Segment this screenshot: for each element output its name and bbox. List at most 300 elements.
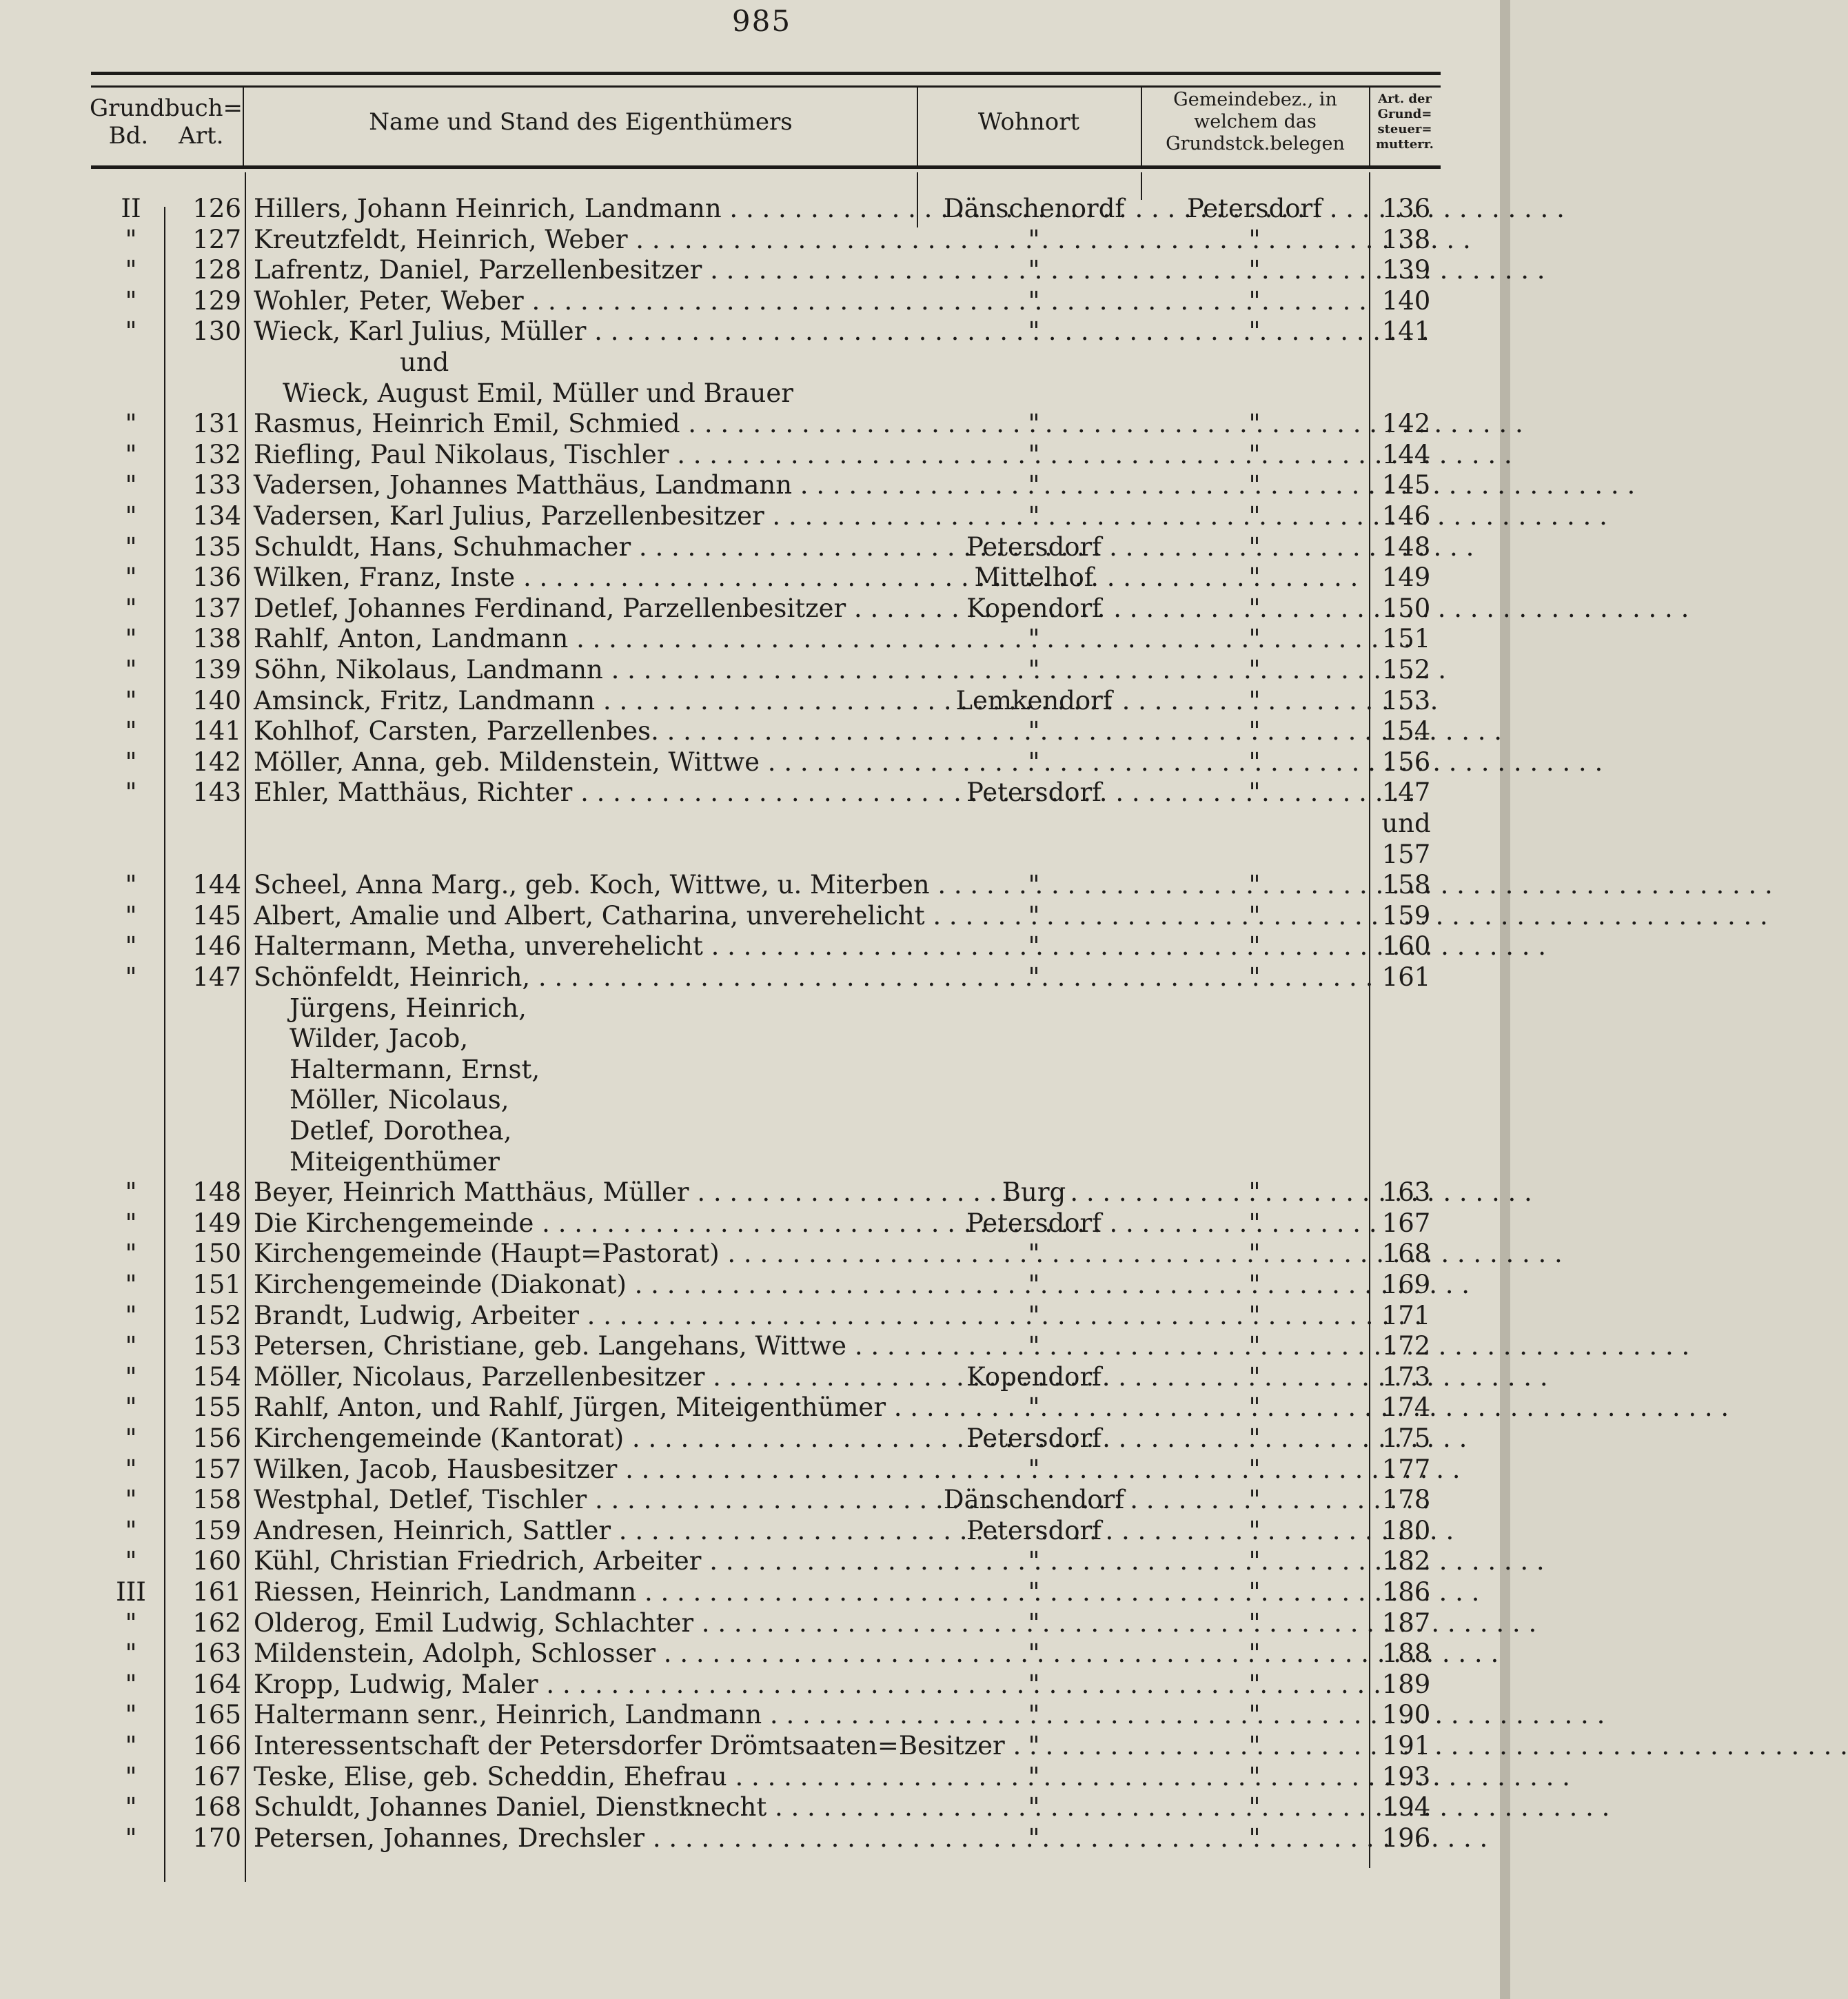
row-wohnort: " — [1028, 1669, 1040, 1699]
row-art: 168 — [192, 1792, 241, 1823]
row-name: Kirchengemeinde (Kantorat) . . . — [254, 1423, 919, 1454]
row-gemeinde: " — [1248, 1331, 1261, 1361]
row-gemeinde: " — [1248, 1423, 1261, 1453]
table-row — [0, 1392, 1510, 1423]
header-steuer-line4: mutterr. — [1376, 137, 1434, 152]
row-name: Möller, Anna, geb. Mildenstein, Wittwe . . . — [254, 747, 919, 778]
table-row — [0, 1545, 1510, 1576]
row-gemeinde: " — [1248, 316, 1261, 347]
row-bd: " — [125, 1638, 137, 1669]
row-name: Miteigenthümer — [290, 1146, 500, 1177]
row-name: Beyer, Heinrich Matthäus, Müller . . . — [254, 1177, 919, 1208]
row-name: Albert, Amalie und Albert, Catharina, unverehelicht . . . — [254, 900, 919, 931]
row-bd: " — [125, 931, 137, 962]
row-gemeinde: " — [1248, 1208, 1261, 1238]
row-art: 136 — [192, 562, 241, 593]
row-name: Haltermann, Ernst, — [290, 1054, 540, 1084]
row-wohnort: Petersdorf — [966, 531, 1101, 562]
row-art: 159 — [192, 1515, 241, 1545]
row-wohnort: Kopendorf — [966, 1361, 1101, 1392]
row-wohnort: " — [1028, 1731, 1040, 1760]
row-steuer: 167 — [1381, 1208, 1431, 1238]
header-gemeinde-line3: Grundstck.belegen — [1166, 133, 1345, 154]
table-row — [0, 716, 1510, 747]
row-name: Petersen, Christiane, geb. Langehans, Wittwe . . . — [254, 1330, 919, 1361]
table-row — [0, 777, 1510, 808]
row-bd: " — [125, 501, 137, 531]
row-name: Kirchengemeinde (Diakonat) . . . — [254, 1269, 919, 1300]
row-bd: " — [125, 470, 137, 500]
row-name: Hillers, Johann Heinrich, Landmann . . . — [254, 193, 919, 224]
row-art: 134 — [192, 501, 241, 531]
row-gemeinde: " — [1248, 409, 1261, 439]
row-art: 157 — [192, 1454, 241, 1484]
table-row — [0, 1023, 1510, 1054]
row-bd: " — [125, 1454, 137, 1484]
table-row — [0, 1454, 1510, 1485]
row-wohnort: " — [1028, 409, 1040, 439]
row-steuer: 147 — [1381, 778, 1431, 808]
row-art: 162 — [192, 1607, 241, 1638]
table-row — [0, 1484, 1510, 1515]
table-row — [0, 747, 1510, 778]
row-art: 163 — [192, 1638, 241, 1669]
row-art: 140 — [192, 685, 241, 716]
row-name: Wilder, Jacob, — [290, 1024, 469, 1054]
row-wohnort: " — [1028, 439, 1040, 469]
table-row — [0, 469, 1510, 500]
table-row — [0, 316, 1510, 347]
header-separator — [917, 88, 918, 165]
table-row — [0, 408, 1510, 439]
header-steuer-line1: Art. der — [1378, 92, 1432, 106]
row-bd: " — [125, 1607, 137, 1638]
row-steuer: 159 — [1381, 900, 1431, 931]
table-row — [0, 1761, 1510, 1792]
table-row — [0, 623, 1510, 654]
row-name: Haltermann, Metha, unverehelicht . . . — [254, 931, 919, 962]
row-steuer: 186 — [1381, 1577, 1431, 1607]
row-gemeinde: " — [1248, 1546, 1261, 1576]
row-steuer: 149 — [1381, 562, 1431, 593]
row-art: 152 — [192, 1300, 241, 1330]
row-gemeinde: " — [1248, 685, 1261, 716]
row-bd: III — [116, 1577, 146, 1607]
row-steuer: 142 — [1381, 409, 1431, 439]
row-steuer: 178 — [1381, 1485, 1431, 1515]
table-row — [0, 1177, 1510, 1208]
row-steuer: 136 — [1381, 194, 1431, 223]
row-gemeinde: " — [1248, 1577, 1261, 1607]
table-row — [0, 869, 1510, 900]
row-name: Vadersen, Johannes Matthäus, Landmann . . . — [254, 469, 919, 500]
table-row — [0, 931, 1510, 962]
row-bd: " — [125, 255, 137, 285]
row-gemeinde: " — [1248, 1669, 1261, 1699]
row-name: Wohler, Peter, Weber . . . — [254, 285, 919, 316]
row-steuer: 172 — [1381, 1331, 1431, 1361]
table-row — [0, 1792, 1510, 1823]
row-bd: " — [125, 1669, 137, 1699]
row-art: 154 — [192, 1361, 241, 1392]
row-art: 153 — [192, 1331, 241, 1361]
row-steuer: 151 — [1381, 624, 1431, 654]
row-name: Schönfeldt, Heinrich, . . . — [254, 962, 919, 993]
row-steuer: 153 — [1381, 685, 1431, 716]
table-row — [0, 1607, 1510, 1638]
row-name: Wilken, Franz, Instе . . . — [254, 562, 919, 593]
table-row — [0, 1115, 1510, 1146]
row-wohnort: " — [1028, 1546, 1040, 1576]
header-gemeinde-line1: Gemeindebez., in — [1173, 89, 1337, 110]
row-steuer: 139 — [1381, 255, 1431, 285]
row-wohnort: " — [1028, 1239, 1040, 1269]
row-bd: " — [125, 1423, 137, 1453]
row-steuer: 152 — [1381, 655, 1431, 684]
row-gemeinde: " — [1248, 224, 1261, 254]
row-wohnort: " — [1028, 285, 1040, 316]
row-bd: " — [125, 1300, 137, 1330]
table-row — [0, 1054, 1510, 1085]
row-bd: " — [125, 1361, 137, 1392]
row-name: Interessentschaft der Petersdorfer Drömtsaaten=Besitzer . . . — [254, 1730, 919, 1761]
table-row — [0, 1730, 1510, 1761]
row-name: Kreutzfeldt, Heinrich, Weber . . . — [254, 224, 919, 255]
row-art: 165 — [192, 1700, 241, 1730]
row-gemeinde: " — [1248, 1392, 1261, 1423]
row-gemeinde: " — [1248, 1792, 1261, 1823]
row-art: 146 — [192, 931, 241, 962]
row-name: Vadersen, Karl Julius, Parzellenbesitzer . . . — [254, 500, 919, 531]
row-name: Rahlf, Anton, und Rahlf, Jürgen, Miteigenthümer . . . — [254, 1392, 919, 1423]
row-steuer: 160 — [1381, 931, 1431, 962]
row-steuer: 189 — [1381, 1669, 1431, 1699]
row-wohnort: Petersdorf — [966, 1208, 1101, 1238]
row-gemeinde: " — [1248, 255, 1261, 285]
row-steuer: 157 — [1381, 839, 1431, 869]
row-wohnort: " — [1028, 255, 1040, 285]
table-row — [0, 654, 1510, 685]
row-steuer: 182 — [1381, 1546, 1431, 1576]
row-gemeinde: " — [1248, 1731, 1261, 1760]
row-name: Rasmus, Heinrich Emil, Schmied . . . — [254, 408, 919, 439]
table-row — [0, 1146, 1510, 1177]
row-name: Möller, Nicolaus, — [290, 1085, 509, 1115]
row-name: Riessen, Heinrich, Landmann . . . — [254, 1576, 919, 1607]
row-wohnort: Dänschendorf — [943, 1485, 1125, 1515]
row-wohnort: " — [1028, 501, 1040, 531]
table-row — [0, 1269, 1510, 1300]
row-name: Schuldt, Hans, Schuhmacher . . . — [254, 531, 919, 562]
header-wohnort: Wohnort — [977, 108, 1080, 136]
row-wohnort: " — [1028, 1454, 1040, 1484]
row-art: 128 — [192, 255, 241, 285]
header-separator — [1369, 88, 1370, 165]
row-bd: " — [125, 409, 137, 439]
row-name: Mildenstein, Adolph, Schlosser . . . — [254, 1638, 919, 1669]
row-art: 131 — [192, 409, 241, 439]
row-wohnort: " — [1028, 224, 1040, 254]
row-name: Wieck, Karl Julius, Müller . . . — [254, 316, 919, 347]
row-gemeinde: " — [1248, 1515, 1261, 1545]
row-gemeinde: " — [1248, 747, 1261, 777]
row-steuer: 190 — [1381, 1700, 1431, 1730]
row-art: 156 — [192, 1423, 241, 1453]
row-gemeinde: " — [1248, 716, 1261, 747]
row-steuer: und — [1381, 809, 1431, 838]
row-gemeinde: " — [1248, 531, 1261, 562]
table-row — [0, 808, 1510, 839]
table-row — [0, 500, 1510, 531]
row-steuer: 196 — [1381, 1823, 1431, 1853]
table-row — [0, 1699, 1510, 1730]
row-steuer: 154 — [1381, 716, 1431, 747]
row-name: Lafrentz, Daniel, Parzellenbesitzer . . . — [254, 254, 919, 285]
row-steuer: 171 — [1381, 1300, 1431, 1330]
row-wohnort: " — [1028, 747, 1040, 777]
row-bd: " — [125, 900, 137, 931]
row-gemeinde: " — [1248, 1300, 1261, 1330]
header-separator — [243, 88, 244, 165]
row-wohnort: " — [1028, 1638, 1040, 1669]
header-steuer — [1370, 81, 1439, 163]
header-art: Art. — [179, 122, 224, 150]
row-gemeinde: Petersdorf — [1187, 194, 1322, 223]
table-row — [0, 1638, 1510, 1669]
row-bd: " — [125, 1392, 137, 1423]
table-row — [0, 1330, 1510, 1361]
row-art: 137 — [192, 593, 241, 623]
row-bd: " — [125, 593, 137, 623]
row-art: 133 — [192, 470, 241, 500]
row-name: Ehler, Matthäus, Richter . . . — [254, 777, 919, 808]
row-art: 139 — [192, 655, 241, 684]
row-name: Amsinck, Fritz, Landmann . . . — [254, 685, 919, 716]
row-wohnort: Petersdorf — [966, 778, 1101, 808]
row-art: 149 — [192, 1208, 241, 1238]
row-art: 127 — [192, 224, 241, 254]
table-row — [0, 1084, 1510, 1115]
row-gemeinde: " — [1248, 562, 1261, 593]
row-art: 170 — [192, 1823, 241, 1853]
row-steuer: 161 — [1381, 962, 1431, 992]
row-gemeinde: " — [1248, 900, 1261, 931]
row-wohnort: " — [1028, 900, 1040, 931]
row-art: 160 — [192, 1546, 241, 1576]
row-bd: " — [125, 1761, 137, 1792]
header-grundbuch-label: Grundbuch= — [89, 94, 243, 122]
row-bd: " — [125, 316, 137, 347]
table-row — [0, 993, 1510, 1024]
header-bd: Bd. — [108, 122, 149, 150]
row-steuer: 191 — [1381, 1731, 1431, 1760]
row-bd: " — [125, 870, 137, 900]
row-steuer: 163 — [1381, 1177, 1431, 1208]
header-grundbuch — [91, 81, 241, 163]
row-art: 142 — [192, 747, 241, 777]
header-gemeinde-line2: welchem das — [1194, 111, 1317, 132]
row-art: 158 — [192, 1485, 241, 1515]
row-gemeinde: " — [1248, 870, 1261, 900]
row-wohnort: " — [1028, 1607, 1040, 1638]
row-bd: " — [125, 224, 137, 254]
table-row — [0, 1361, 1510, 1392]
table-row — [0, 224, 1510, 255]
row-name: Teske, Elise, geb. Scheddin, Ehefrau . . . — [254, 1761, 919, 1792]
row-wohnort: Burg — [1002, 1177, 1066, 1208]
row-wohnort: Petersdorf — [966, 1423, 1101, 1453]
row-name: und — [400, 347, 449, 377]
row-art: 166 — [192, 1731, 241, 1760]
row-wohnort: " — [1028, 1792, 1040, 1823]
row-gemeinde: " — [1248, 1485, 1261, 1515]
table-row — [0, 900, 1510, 931]
table-row — [0, 1823, 1510, 1854]
row-gemeinde: " — [1248, 778, 1261, 808]
row-wohnort: Petersdorf — [966, 1515, 1101, 1545]
row-bd: " — [125, 1700, 137, 1730]
row-wohnort: " — [1028, 624, 1040, 654]
row-art: 145 — [192, 900, 241, 931]
table-row — [0, 1515, 1510, 1546]
table-row — [0, 347, 1510, 378]
row-gemeinde: " — [1248, 655, 1261, 684]
table-row — [0, 285, 1510, 316]
row-name: Kühl, Christian Friedrich, Arbeiter . . . — [254, 1545, 919, 1576]
row-name: Scheel, Anna Marg., geb. Koch, Wittwe, u. Miterben . . . — [254, 869, 919, 900]
row-name: Detlef, Dorothea, — [290, 1116, 512, 1146]
row-wohnort: " — [1028, 1300, 1040, 1330]
row-steuer: 193 — [1381, 1761, 1431, 1792]
row-steuer: 145 — [1381, 470, 1431, 500]
row-steuer: 188 — [1381, 1638, 1431, 1669]
row-gemeinde: " — [1248, 285, 1261, 316]
row-art: 143 — [192, 778, 241, 808]
row-steuer: 194 — [1381, 1792, 1431, 1823]
row-wohnort: " — [1028, 1270, 1040, 1299]
row-bd: " — [125, 562, 137, 593]
row-wohnort: " — [1028, 1823, 1040, 1853]
header-name: Name und Stand des Eigenthümers — [369, 108, 793, 136]
row-steuer: 175 — [1381, 1423, 1431, 1453]
row-wohnort: " — [1028, 316, 1040, 347]
row-art: 150 — [192, 1239, 241, 1269]
row-bd: " — [125, 1331, 137, 1361]
row-name: Detlef, Johannes Ferdinand, Parzellenbesitzer . . . — [254, 593, 919, 624]
row-name: Westphal, Detlef, Tischler . . . — [254, 1484, 919, 1515]
row-steuer: 144 — [1381, 439, 1431, 469]
row-wohnort: " — [1028, 470, 1040, 500]
row-bd: " — [125, 1792, 137, 1823]
row-gemeinde: " — [1248, 1270, 1261, 1299]
row-steuer: 187 — [1381, 1607, 1431, 1638]
row-art: 161 — [192, 1577, 241, 1607]
row-bd: " — [125, 1177, 137, 1208]
row-steuer: 158 — [1381, 870, 1431, 900]
row-bd: " — [125, 1270, 137, 1299]
row-steuer: 141 — [1381, 316, 1431, 347]
row-wohnort: " — [1028, 1700, 1040, 1730]
table-row — [0, 1576, 1510, 1607]
row-steuer: 169 — [1381, 1270, 1431, 1299]
row-art: 141 — [192, 716, 241, 747]
row-steuer: 173 — [1381, 1361, 1431, 1392]
row-gemeinde: " — [1248, 1823, 1261, 1853]
row-wohnort: " — [1028, 962, 1040, 992]
row-bd: " — [125, 1823, 137, 1853]
row-name: Petersen, Johannes, Drechsler . . . — [254, 1823, 919, 1854]
table-row — [0, 1300, 1510, 1331]
row-wohnort: " — [1028, 870, 1040, 900]
row-bd: " — [125, 1485, 137, 1515]
row-wohnort: " — [1028, 931, 1040, 962]
row-wohnort: Dänschenordf — [943, 194, 1125, 223]
row-name: Möller, Nicolaus, Parzellenbesitzer . . . — [254, 1361, 919, 1392]
row-art: 155 — [192, 1392, 241, 1423]
row-name: Olderog, Emil Ludwig, Schlachter . . . — [254, 1607, 919, 1638]
table-row — [0, 378, 1510, 409]
row-bd: " — [125, 1731, 137, 1760]
header-bd-art — [109, 122, 224, 150]
row-wohnort: " — [1028, 1331, 1040, 1361]
row-gemeinde: " — [1248, 593, 1261, 623]
row-wohnort: " — [1028, 716, 1040, 747]
row-art: 132 — [192, 439, 241, 469]
row-gemeinde: " — [1248, 501, 1261, 531]
row-name: Riefling, Paul Nikolaus, Tischler . . . — [254, 439, 919, 470]
row-wohnort: " — [1028, 1577, 1040, 1607]
row-bd: " — [125, 1239, 137, 1269]
row-name: Schuldt, Johannes Daniel, Dienstknecht . . . — [254, 1792, 919, 1823]
row-gemeinde: " — [1248, 1700, 1261, 1730]
row-art: 138 — [192, 624, 241, 654]
row-art: 129 — [192, 285, 241, 316]
table-row — [0, 193, 1510, 224]
row-gemeinde: " — [1248, 1239, 1261, 1269]
row-steuer: 148 — [1381, 531, 1431, 562]
row-bd: " — [125, 778, 137, 808]
row-steuer: 180 — [1381, 1515, 1431, 1545]
row-bd: " — [125, 439, 137, 469]
row-gemeinde: " — [1248, 931, 1261, 962]
row-art: 144 — [192, 870, 241, 900]
row-wohnort: Kopendorf — [966, 593, 1101, 623]
top-rule — [91, 72, 1441, 75]
row-gemeinde: " — [1248, 1761, 1261, 1792]
table-row — [0, 593, 1510, 624]
row-gemeinde: " — [1248, 470, 1261, 500]
row-name: Söhn, Nikolaus, Landmann . . . — [254, 654, 919, 685]
row-bd: " — [125, 1515, 137, 1545]
header-bottom-rule — [91, 165, 1441, 169]
row-bd: " — [125, 1546, 137, 1576]
table-row — [0, 1423, 1510, 1454]
row-name: Jürgens, Heinrich, — [290, 993, 527, 1023]
header-separator — [1141, 88, 1142, 165]
row-wohnort: " — [1028, 655, 1040, 684]
row-gemeinde: " — [1248, 1638, 1261, 1669]
row-bd: " — [125, 747, 137, 777]
row-steuer: 156 — [1381, 747, 1431, 777]
row-name: Brandt, Ludwig, Arbeiter . . . — [254, 1300, 919, 1331]
row-gemeinde: " — [1248, 1454, 1261, 1484]
table-row — [0, 439, 1510, 470]
row-art: 148 — [192, 1177, 241, 1208]
table-row — [0, 839, 1510, 870]
row-bd: II — [121, 194, 141, 223]
table-row — [0, 562, 1510, 593]
row-steuer: 146 — [1381, 501, 1431, 531]
